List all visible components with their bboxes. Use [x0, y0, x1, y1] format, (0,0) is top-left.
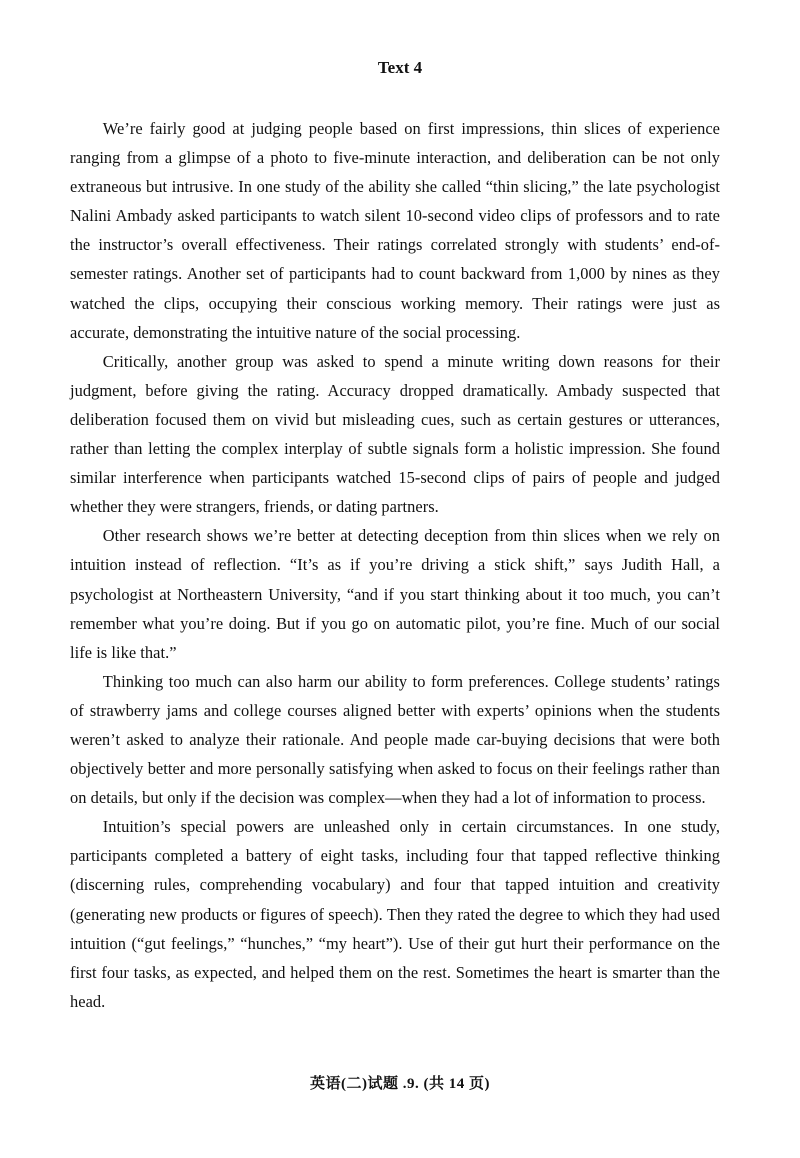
page-title: Text 4	[377, 58, 423, 77]
paragraph-2: Critically, another group was asked to spend a minute writing down reasons for their judgment, before giving the rating. Accuracy dropped dramatically. Ambady suspected that deliberation focused them on vivid but misleading cues, such as certain gestures or utterances, rather than letting the complex interplay of subtle signals form a holistic impression. She found similar interference when participants watched 15-second clips of pairs of people and judged whether they were strangers, friends, or dating partners.	[70, 351, 720, 517]
paragraph-4: Thinking too much can also harm our ability to form preferences. College students’ ratings of strawberry jams and college courses aligned better with experts’ opinions when the students weren’t asked to analyze their rationale. And people made car-buying decisions that were both objectively better and more personally satisfying when asked to focus on their feelings rather than on details, but only if the decision was complex—when they had a lot of information to process.	[70, 671, 720, 808]
paragraph-1: We’re fairly good at judging people based on first impressions, thin slices of experience ranging from a glimpse of a photo to five-minute interaction, and deliberation can be not only extraneous but intrusive. In one study of the ability she called “thin slicing,” the late psychologist Nalini Ambady asked participants to watch silent 10-second video clips of professors and to rate the instructor’s overall effectiveness. Their ratings correlated strongly with students’ end-of-semester ratings. Another set of participants had to count backward from 1,000 by nines as they watched the clips, occupying their conscious working memory. Their ratings were just as accurate, demonstrating the intuitive nature of the social processing.	[70, 119, 720, 342]
paragraph-5: Intuition’s special powers are unleashed only in certain circumstances. In one study, participants completed a battery of eight tasks, including four that tapped reflective thinking (discerning rules, comprehending vocabulary) and four that tapped intuition and creativity (generating new products or figures of speech). Then they rated the degree to which they had used intuition (“gut feelings,” “hunches,” “my heart”). Use of their gut hurt their performance on the first four tasks, as expected, and helped them on the rest. Sometimes the heart is smarter than the head.	[70, 817, 720, 1011]
page-footer: 英语(二)试题 .9. (共 14 页)	[310, 1076, 490, 1092]
paragraph-3: Other research shows we’re better at detecting deception from thin slices when we rely on intuition instead of reflection. “It’s as if you’re driving a stick shift,” says Judith Hall, a psychologist at Northeastern University, “and if you start thinking about it too much, you can’t remember what you’re doing. But if you go on automatic pilot, you’re fine. Much of our social life is like that.”	[70, 526, 720, 662]
article-body	[70, 114, 720, 1016]
